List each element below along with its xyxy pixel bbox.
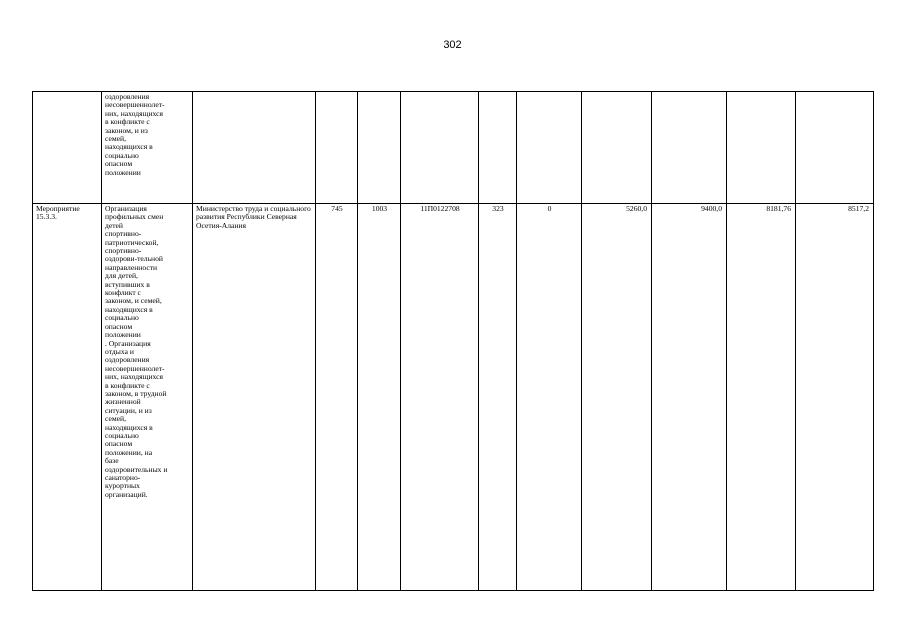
- expense-type-cell: [479, 92, 517, 204]
- value-cell: [652, 92, 727, 204]
- value-cell: 9400,0: [652, 204, 727, 591]
- value-cell: 8181,76: [727, 204, 796, 591]
- table-row: [33, 92, 874, 204]
- value-cell: 8517,2: [796, 204, 874, 591]
- section-cell: [358, 92, 401, 204]
- target-article-cell: 11П0122708: [401, 204, 479, 591]
- program-table: [32, 91, 874, 591]
- code-cell: [316, 92, 358, 204]
- measure-cell: [33, 92, 102, 204]
- table-row: [33, 204, 874, 591]
- target-article-cell: [401, 92, 479, 204]
- section-cell: 1003: [358, 204, 401, 591]
- code-cell: 745: [316, 204, 358, 591]
- value-cell: [796, 92, 874, 204]
- expense-type-cell: 323: [479, 204, 517, 591]
- value-cell: 0: [517, 204, 582, 591]
- value-cell: [727, 92, 796, 204]
- executor-cell: Министерство труда и социального развития Республики Северная Осетия-Алания: [193, 204, 316, 591]
- description-cell: оздоровления несовершеннолет- них, находящихся в конфликте с законом, и из семей, находящихся в социально опасном положении: [102, 92, 193, 204]
- page-number: 302: [443, 39, 462, 51]
- value-cell: [582, 92, 652, 204]
- value-cell: [517, 92, 582, 204]
- measure-cell: Мероприятие 15.3.3.: [33, 204, 102, 591]
- value-cell: 5260,0: [582, 204, 652, 591]
- description-cell: Организация профильных смен детей спортивно- патриотической, спортивно- оздорови-тельной направленности для детей, вступивших в конфликт с законом, и семей, находящихся в социально опасном положении . Организация отдыха и оздоровления несовершеннолет- них, находящихся в конфликте с законом, в трудной жизненной ситуации, и из семей, находящихся в социально опасном положении, на базе оздоровительных и санаторно- курортных организаций.: [102, 204, 193, 591]
- executor-cell: [193, 92, 316, 204]
